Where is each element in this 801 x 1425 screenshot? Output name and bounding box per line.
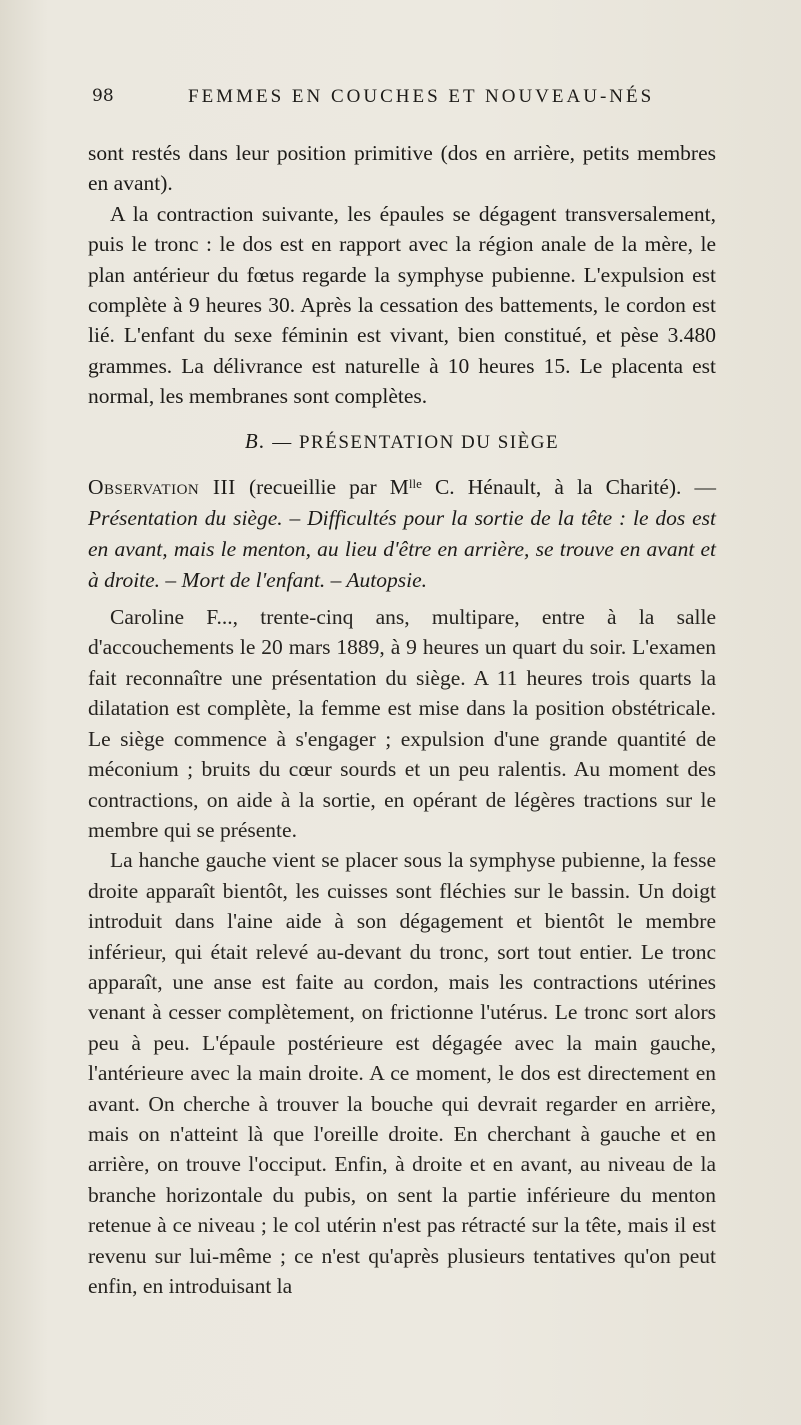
observation-source-sup: lle	[408, 476, 422, 492]
section-letter: B.	[244, 428, 266, 453]
observation-source-suffix: C. Hénault, à la Charité). —	[421, 475, 717, 500]
page-number: 98	[92, 86, 114, 106]
paragraph-continued: sont restés dans leur position primitive (dos en arrière, petits membres en avant).	[88, 141, 716, 196]
running-header	[92, 86, 732, 114]
paragraph-case-delivery: La hanche gauche vient se placer sous la symphyse pubienne, la fesse droite apparaît bientôt, les cuisses sont fléchies sur le bassin. Un doigt introduit dans l'aine aide à son dégagement et bientôt le membre inférieur, qui était relevé au-devant du tronc, sort tout entier. Le tronc apparaît, une anse est faite au cordon, mais les contractions utérines venant à cesser complètement, on frictionne l'utérus. Le tronc sort alors peu à peu. L'épaule postérieure est dégagée avec la main gauche, l'antérieure avec la main droite. A ce moment, le dos est directement en avant. On cherche à trouver la bouche qui devrait regarder en arrière, mais on n'atteint là que l'oreille droite. En cherchant à gauche et en arrière, on trouve l'occiput. Enfin, à droite et en avant, au niveau de la branche horizontale du pubis, on sent la partie inférieure du menton retenue à ce niveau ; le col utérin n'est pas rétracté sur la tête, mais il est revenu sur lui-même ; ce n'est qu'après plusieurs tentatives qu'on peut enfin, en introduisant la	[88, 848, 716, 1298]
observation-summary: Présentation du siège. – Difficultés pour la sortie de la tête : le dos est en avant, mais le menton, au lieu d'être en arrière, se trouve en avant et à droite. – Mort de l'enfant. – Autopsie.	[88, 506, 716, 593]
observation-source-prefix: (recueillie par M	[248, 475, 409, 500]
section-title: — PRÉSENTATION DU SIÈGE	[272, 431, 560, 453]
paragraph-expulsion: A la contraction suivante, les épaules se dégagent transversalement, puis le tronc : le dos est en rapport avec la région anale de la mère, le plan antérieur du fœtus regarde la symphyse pubienne. L'expulsion est complète à 9 heures 30. Après la cessation des battements, le cordon est lié. L'enfant du sexe féminin est vivant, bien constitué, et pèse 3.480 grammes. La délivrance est naturelle à 10 heures 15. Le placenta est normal, les membranes sont complètes.	[88, 201, 716, 409]
observation-label: Observation III	[88, 475, 236, 500]
page-body	[88, 138, 716, 1301]
running-title: FEMMES EN COUCHES ET NOUVEAU-NÉS	[188, 86, 655, 107]
paragraph-case-intro: Caroline F..., trente-cinq ans, multipare, entre à la salle d'accouchements le 20 mars 1889, à 9 heures un quart du soir. L'examen fait reconnaître une présentation du siège. A 11 heures trois quarts la dilatation est complète, la femme est mise dans la position obstétricale. Le siège commence à s'engager ; expulsion d'une grande quantité de méconium ; bruits du cœur sourds et un peu ralentis. Au moment des contractions, on aide à la sortie, en opérant de légères tractions sur le membre qui se présente.	[88, 605, 716, 842]
section-heading	[88, 426, 716, 458]
observation-heading	[88, 468, 716, 596]
